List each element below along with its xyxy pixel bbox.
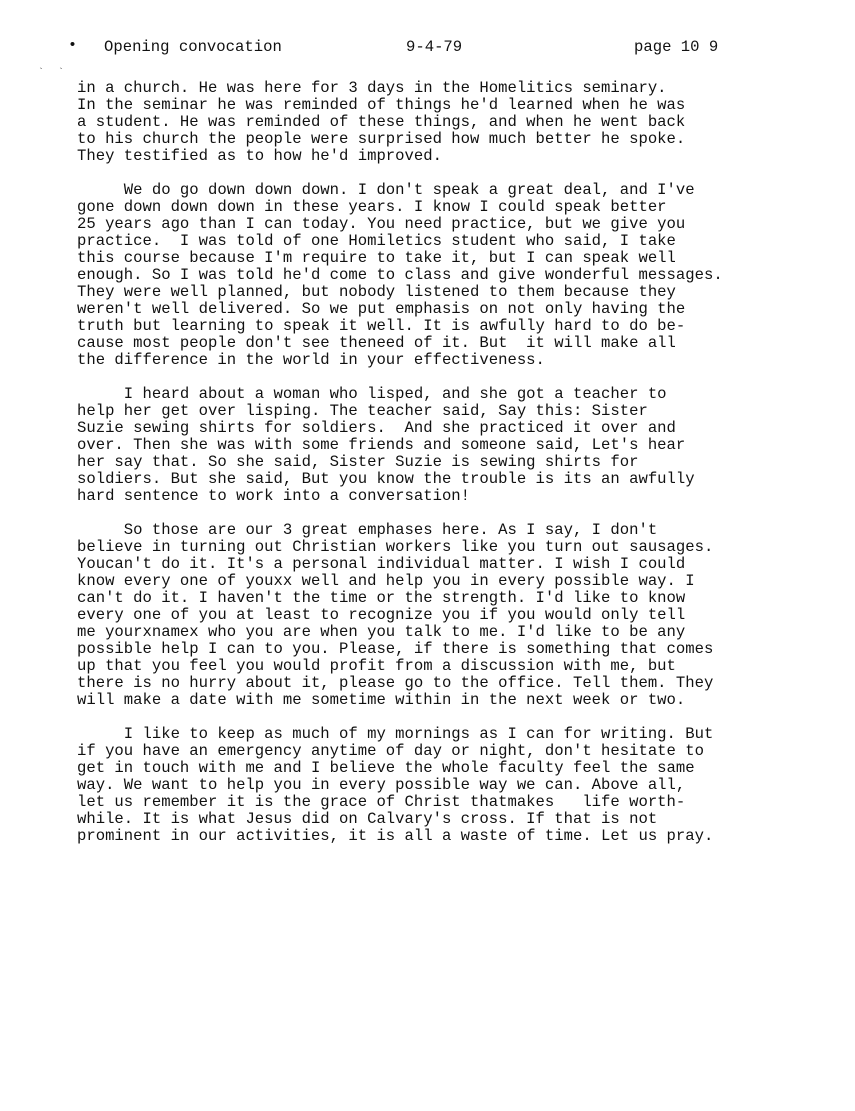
text-line: the difference in the world in your effectiveness. bbox=[77, 351, 545, 369]
text-line: me yourxnamex who you are when you talk to me. I'd like to be any bbox=[77, 623, 686, 641]
paragraph bbox=[77, 182, 847, 369]
paragraph bbox=[77, 386, 847, 505]
text-line: her say that. So she said, Sister Suzie is sewing shirts for bbox=[77, 453, 639, 471]
body-text bbox=[77, 80, 847, 862]
header-page-number: page 10 9 bbox=[634, 38, 719, 56]
text-line: So those are our 3 great emphases here. As I say, I don't bbox=[77, 521, 658, 539]
paragraph bbox=[77, 726, 847, 845]
paragraph bbox=[77, 80, 847, 165]
text-line: to his church the people were surprised how much better he spoke. bbox=[77, 130, 686, 148]
text-line: get in touch with me and I believe the whole faculty feel the same bbox=[77, 759, 695, 777]
text-line: In the seminar he was reminded of things he'd learned when he was bbox=[77, 96, 686, 114]
text-line: hard sentence to work into a conversation! bbox=[77, 487, 471, 505]
text-line: Youcan't do it. It's a personal individual matter. I wish I could bbox=[77, 555, 686, 573]
text-line: there is no hurry about it, please go to the office. Tell them. They bbox=[77, 674, 714, 692]
text-line: while. It is what Jesus did on Calvary's cross. If that is not bbox=[77, 810, 658, 828]
text-line: I heard about a woman who lisped, and she got a teacher to bbox=[77, 385, 667, 403]
text-line: help her get over lisping. The teacher said, Say this: Sister bbox=[77, 402, 648, 420]
margin-marks: ` ` bbox=[38, 68, 69, 79]
text-line: weren't well delivered. So we put emphasis on not only having the bbox=[77, 300, 686, 318]
text-line: truth but learning to speak it well. It is awfully hard to do be- bbox=[77, 317, 686, 335]
text-line: Suzie sewing shirts for soldiers. And she practiced it over and bbox=[77, 419, 676, 437]
text-line: gone down down down in these years. I know I could speak better bbox=[77, 198, 667, 216]
text-line: over. Then she was with some friends and someone said, Let's hear bbox=[77, 436, 686, 454]
header-bullet: • bbox=[68, 37, 78, 54]
text-line: They testified as to how he'd improved. bbox=[77, 147, 442, 165]
text-line: know every one of youxx well and help you in every possible way. I bbox=[77, 572, 695, 590]
header-date: 9-4-79 bbox=[406, 38, 463, 56]
text-line: will make a date with me sometime within in the next week or two. bbox=[77, 691, 686, 709]
paragraph bbox=[77, 522, 847, 709]
text-line: this course because I'm require to take it, but I can speak well bbox=[77, 249, 676, 267]
text-line: cause most people don't see theneed of it. But it will make all bbox=[77, 334, 676, 352]
text-line: 25 years ago than I can today. You need practice, but we give you bbox=[77, 215, 686, 233]
text-line: can't do it. I haven't the time or the strength. I'd like to know bbox=[77, 589, 686, 607]
text-line: believe in turning out Christian workers like you turn out sausages. bbox=[77, 538, 714, 556]
text-line: practice. I was told of one Homiletics student who said, I take bbox=[77, 232, 676, 250]
text-line: soldiers. But she said, But you know the trouble is its an awfully bbox=[77, 470, 695, 488]
text-line: I like to keep as much of my mornings as I can for writing. But bbox=[77, 725, 714, 743]
text-line: in a church. He was here for 3 days in the Homelitics seminary. bbox=[77, 79, 667, 97]
text-line: a student. He was reminded of these things, and when he went back bbox=[77, 113, 686, 131]
text-line: if you have an emergency anytime of day or night, don't hesitate to bbox=[77, 742, 704, 760]
text-line: let us remember it is the grace of Christ thatmakes life worth- bbox=[77, 793, 686, 811]
text-line: way. We want to help you in every possible way we can. Above all, bbox=[77, 776, 686, 794]
text-line: prominent in our activities, it is all a waste of time. Let us pray. bbox=[77, 827, 714, 845]
text-line: enough. So I was told he'd come to class and give wonderful messages. bbox=[77, 266, 723, 284]
text-line: We do go down down down. I don't speak a great deal, and I've bbox=[77, 181, 695, 199]
text-line: They were well planned, but nobody listened to them because they bbox=[77, 283, 676, 301]
page-header bbox=[0, 38, 855, 60]
text-line: every one of you at least to recognize you if you would only tell bbox=[77, 606, 686, 624]
text-line: possible help I can to you. Please, if there is something that comes bbox=[77, 640, 714, 658]
header-title: Opening convocation bbox=[104, 38, 282, 56]
text-line: up that you feel you would profit from a discussion with me, but bbox=[77, 657, 676, 675]
